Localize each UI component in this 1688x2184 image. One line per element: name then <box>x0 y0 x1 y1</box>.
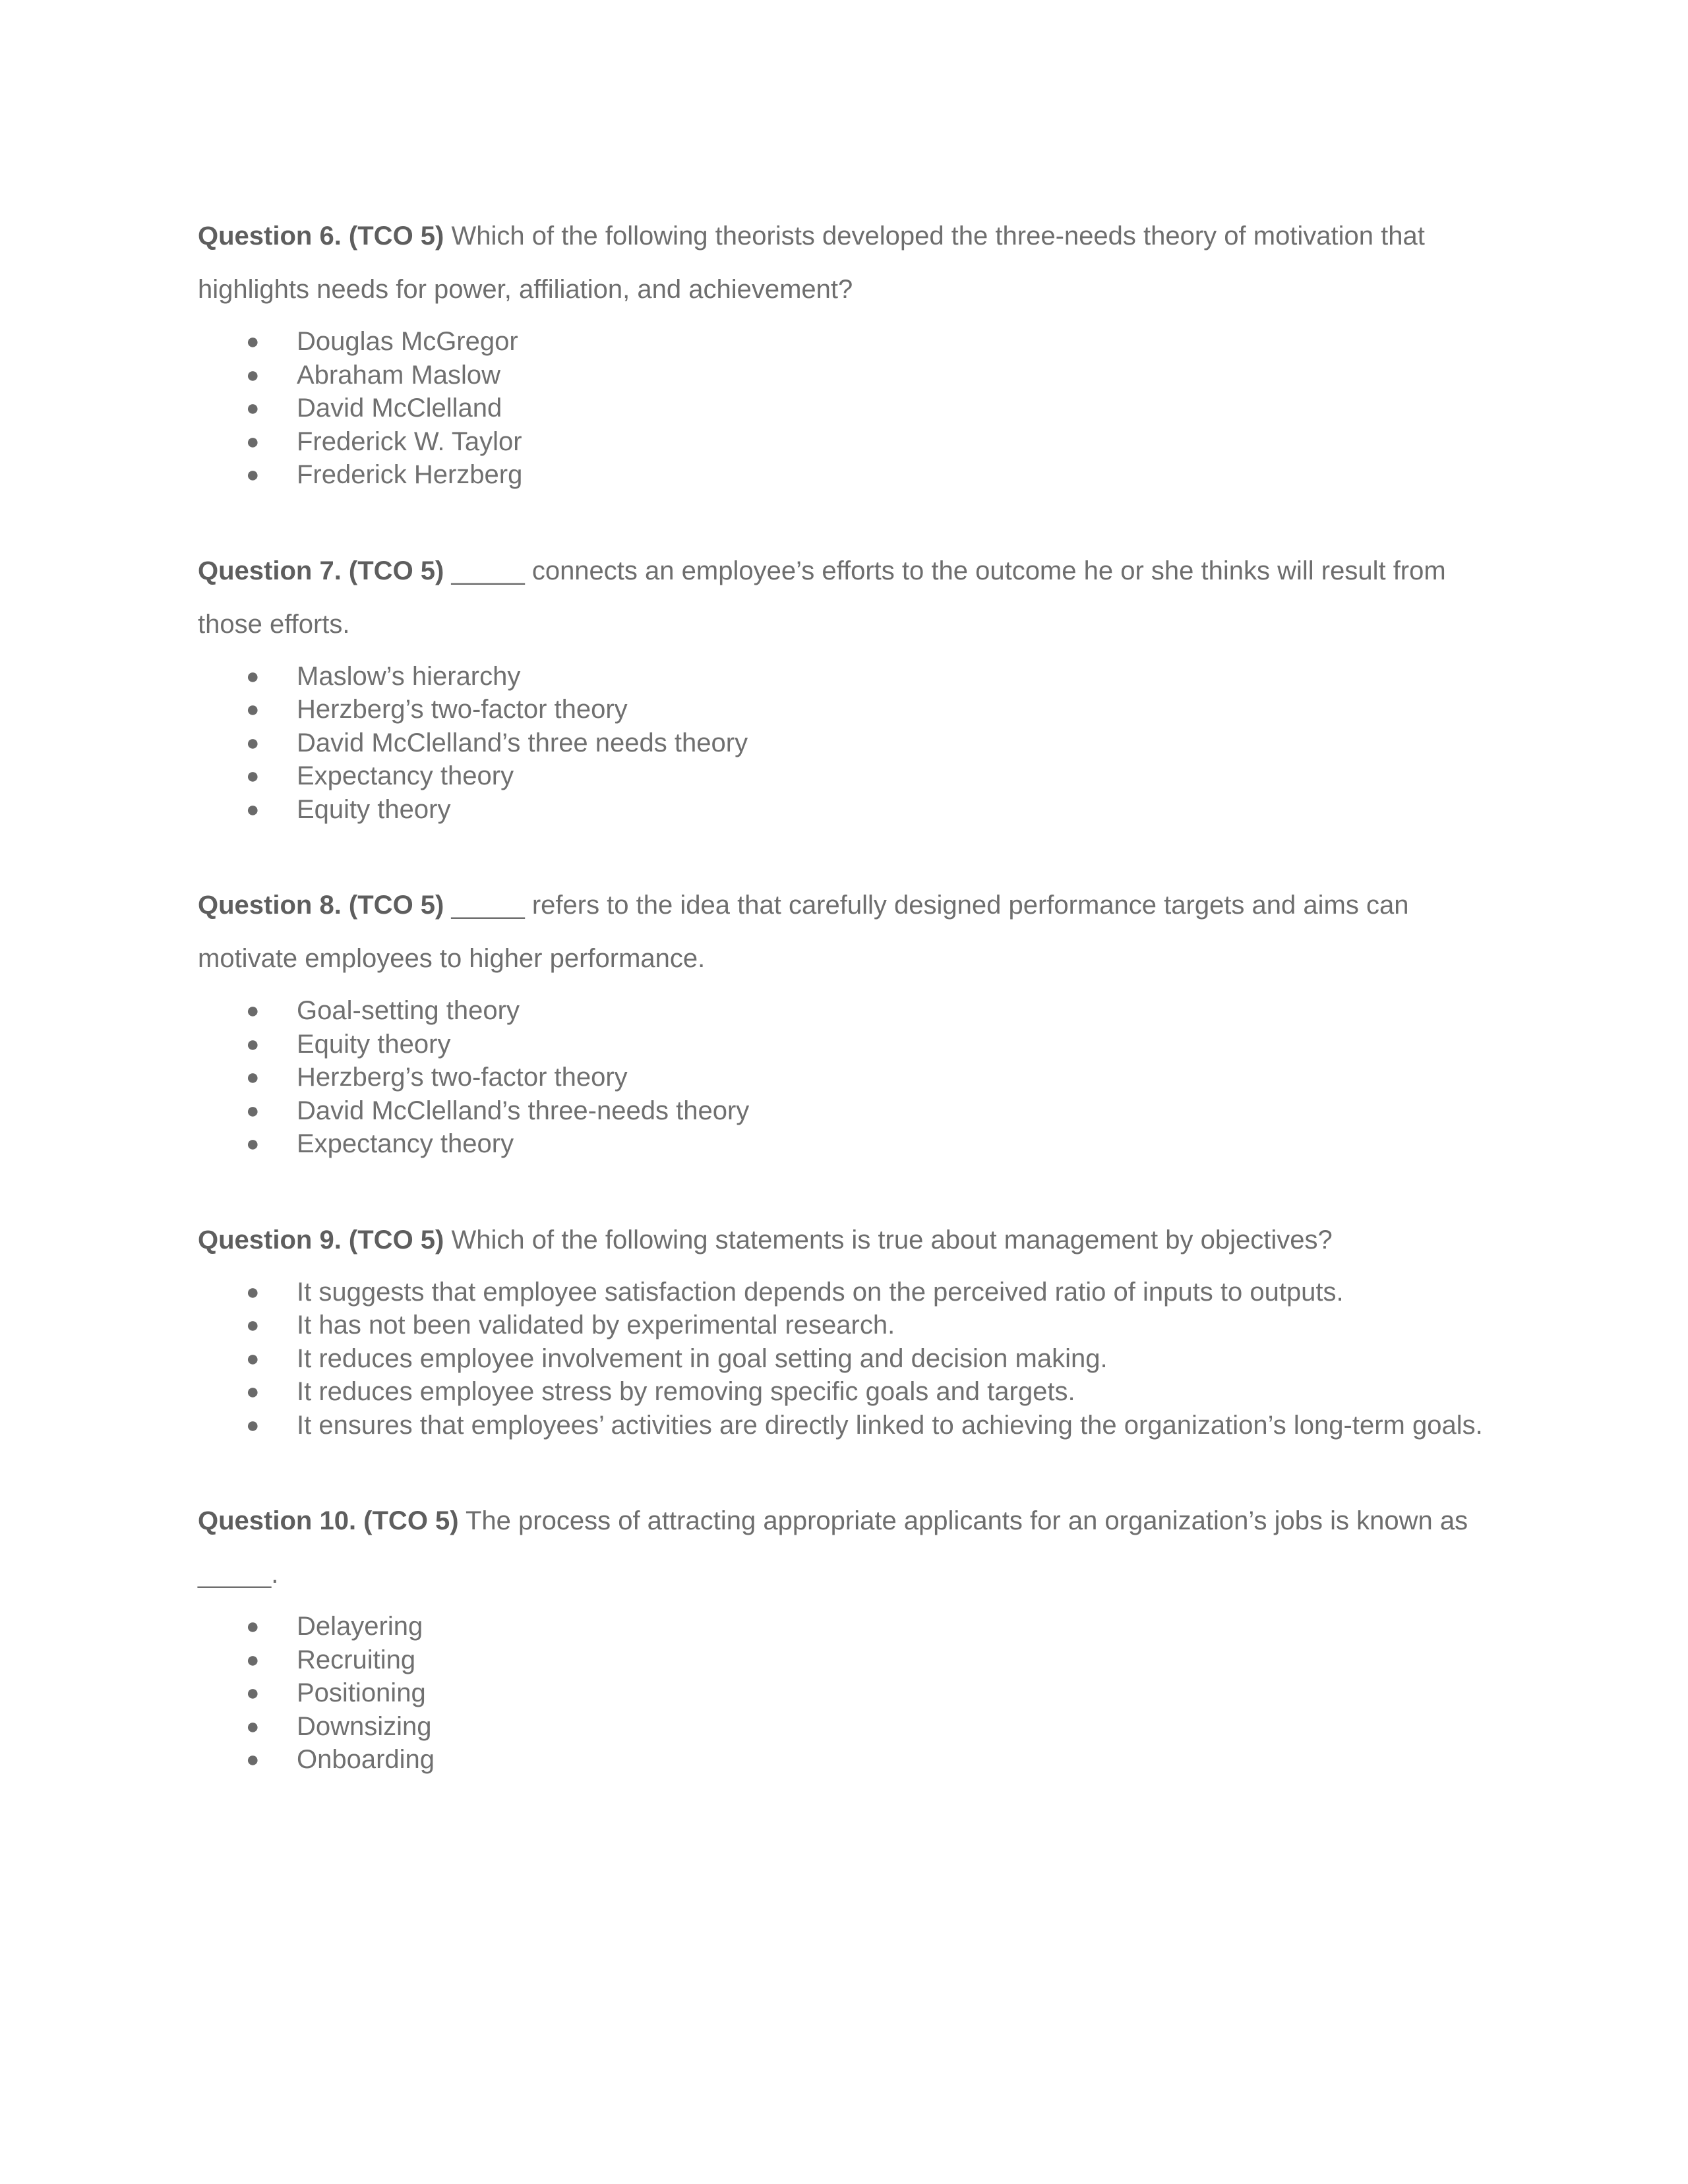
bullet-icon: ● <box>246 1065 260 1090</box>
bullet-icon: ● <box>246 1614 260 1639</box>
question-text <box>198 1214 1490 1267</box>
bullet-icon: ● <box>246 796 260 822</box>
bullet-icon: ● <box>246 1713 260 1739</box>
question-9 <box>198 1214 1490 1442</box>
bullet-icon: ● <box>246 1412 260 1438</box>
bullet-icon: ● <box>246 1680 260 1705</box>
question-label: Question 7. (TCO 5) <box>198 556 444 585</box>
option-label: Goal-setting theory <box>297 996 520 1025</box>
bullet-icon: ● <box>246 1098 260 1123</box>
question-body: Which of the following statements is true about management by objectives? <box>444 1225 1333 1254</box>
option-label: David McClelland’s three needs theory <box>297 728 748 757</box>
answer-option <box>198 1743 1490 1777</box>
answer-option <box>198 1342 1490 1376</box>
bullet-icon: ● <box>246 1313 260 1338</box>
answer-option <box>198 1676 1490 1710</box>
bullet-icon: ● <box>246 396 260 421</box>
answer-options <box>198 325 1490 492</box>
option-label: Herzberg’s two-factor theory <box>297 1063 628 1092</box>
option-label: Douglas McGregor <box>297 327 518 356</box>
answer-option <box>198 1375 1490 1409</box>
bullet-icon: ● <box>246 697 260 722</box>
answer-option <box>198 1061 1490 1094</box>
answer-option <box>198 425 1490 459</box>
answer-option <box>198 359 1490 392</box>
option-label: Positioning <box>297 1678 426 1707</box>
answer-options <box>198 1276 1490 1442</box>
bullet-icon: ● <box>246 663 260 689</box>
option-label: David McClelland’s three-needs theory <box>297 1096 750 1125</box>
option-label: Recruiting <box>297 1645 416 1674</box>
question-10 <box>198 1494 1490 1777</box>
spacer <box>198 1161 1490 1214</box>
bullet-icon: ● <box>246 1345 260 1371</box>
question-label: Question 9. (TCO 5) <box>198 1225 444 1254</box>
question-body: Which of the following theorists developed the three-needs theory of motivation that highlights needs for power, affiliation, and achievement? <box>198 221 1425 304</box>
spacer <box>198 492 1490 545</box>
bullet-icon: ● <box>246 1279 260 1305</box>
option-label: It reduces employee stress by removing specific goals and targets. <box>297 1377 1075 1406</box>
option-label: It suggests that employee satisfaction depends on the perceived ratio of inputs to outputs. <box>297 1277 1344 1307</box>
option-label: David McClelland <box>297 394 502 423</box>
bullet-icon: ● <box>246 329 260 354</box>
answer-options <box>198 994 1490 1161</box>
question-body: The process of attracting appropriate applicants for an organization’s jobs is known as _____. <box>198 1506 1468 1589</box>
answer-option <box>198 793 1490 827</box>
bullet-icon: ● <box>246 763 260 788</box>
option-label: Equity theory <box>297 1029 451 1059</box>
option-label: It ensures that employees’ activities are directly linked to achieving the organization’s long-term goals. <box>297 1410 1483 1440</box>
bullet-icon: ● <box>246 1031 260 1057</box>
bullet-icon: ● <box>246 428 260 454</box>
answer-option <box>198 1028 1490 1061</box>
bullet-icon: ● <box>246 998 260 1023</box>
spacer <box>198 826 1490 879</box>
question-text <box>198 1494 1490 1601</box>
question-label: Question 6. (TCO 5) <box>198 221 444 251</box>
option-label: Frederick W. Taylor <box>297 427 522 456</box>
option-label: Equity theory <box>297 794 451 824</box>
option-label: Herzberg’s two-factor theory <box>297 695 628 724</box>
question-text <box>198 210 1490 316</box>
option-label: It reduces employee involvement in goal setting and decision making. <box>297 1343 1108 1373</box>
answer-option <box>198 1276 1490 1309</box>
bullet-icon: ● <box>246 362 260 388</box>
bullet-icon: ● <box>246 1379 260 1404</box>
question-body: _____ refers to the idea that carefully designed performance targets and aims can motivate employees to higher performance. <box>198 891 1409 973</box>
bullet-icon: ● <box>246 1131 260 1156</box>
bullet-icon: ● <box>246 1647 260 1672</box>
question-7 <box>198 545 1490 827</box>
answer-option <box>198 1409 1490 1442</box>
option-label: Maslow’s hierarchy <box>297 661 521 691</box>
answer-option <box>198 1127 1490 1161</box>
option-label: Expectancy theory <box>297 761 514 790</box>
answer-option <box>198 1643 1490 1677</box>
answer-option <box>198 660 1490 694</box>
bullet-icon: ● <box>246 462 260 487</box>
answer-options <box>198 660 1490 827</box>
question-8 <box>198 879 1490 1161</box>
answer-options <box>198 1610 1490 1777</box>
bullet-icon: ● <box>246 1747 260 1772</box>
answer-option <box>198 726 1490 760</box>
answer-option <box>198 1094 1490 1128</box>
answer-option <box>198 693 1490 726</box>
option-label: Expectancy theory <box>297 1129 514 1158</box>
spacer <box>198 1442 1490 1494</box>
answer-option <box>198 392 1490 425</box>
option-label: Downsizing <box>297 1711 432 1741</box>
question-6 <box>198 210 1490 492</box>
answer-option <box>198 458 1490 492</box>
option-label: Onboarding <box>297 1745 435 1774</box>
option-label: Frederick Herzberg <box>297 460 523 489</box>
option-label: Abraham Maslow <box>297 360 501 390</box>
answer-option <box>198 1610 1490 1643</box>
option-label: Delayering <box>297 1612 423 1641</box>
question-label: Question 10. (TCO 5) <box>198 1506 459 1535</box>
answer-option <box>198 1309 1490 1342</box>
question-text <box>198 879 1490 986</box>
answer-option <box>198 325 1490 359</box>
answer-option <box>198 1710 1490 1744</box>
answer-option <box>198 994 1490 1028</box>
question-text <box>198 545 1490 651</box>
question-body: _____ connects an employee’s efforts to the outcome he or she thinks will result from those efforts. <box>198 556 1446 639</box>
document-page <box>198 210 1490 1777</box>
question-label: Question 8. (TCO 5) <box>198 891 444 920</box>
option-label: It has not been validated by experimental research. <box>297 1311 895 1340</box>
bullet-icon: ● <box>246 730 260 755</box>
answer-option <box>198 759 1490 793</box>
